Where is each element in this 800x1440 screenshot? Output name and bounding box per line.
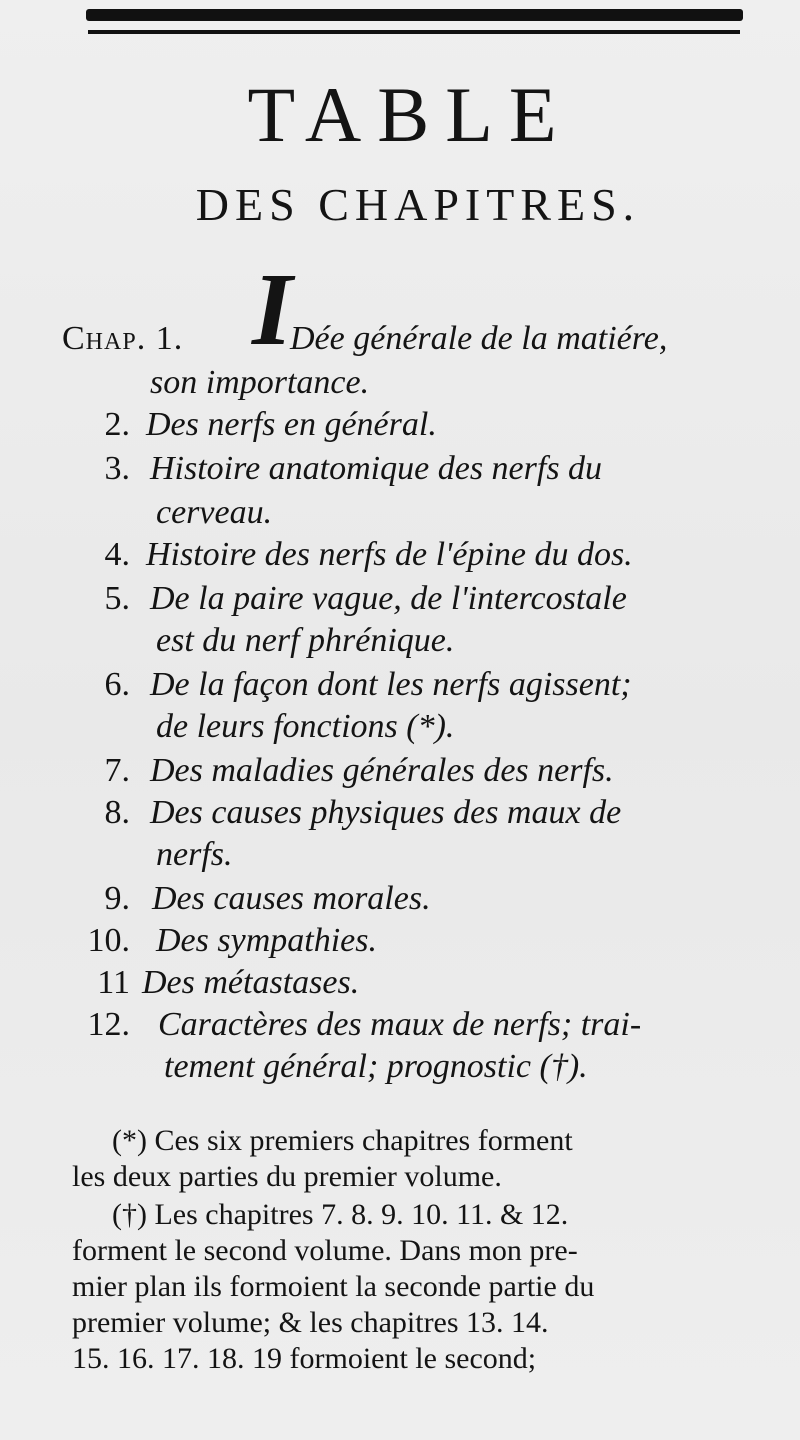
chapter-3-number: 3.	[104, 450, 130, 487]
chapter-6-title-line1: De la façon dont les nerfs agissent;	[150, 666, 632, 703]
chapter-5-title-line1: De la paire vague, de l'intercostale	[150, 580, 627, 617]
chapter-1-title-line1: Dée générale de la matiére,	[290, 320, 668, 357]
chapter-12-title-line2: tement général; prognostic (†).	[164, 1048, 588, 1085]
chapter-5-title-line2: est du nerf phrénique.	[156, 622, 455, 659]
chapter-4-number: 4.	[104, 536, 130, 573]
chapter-8-title-line2: nerfs.	[156, 836, 233, 873]
chapter-1-label: Chap. 1.	[62, 320, 184, 357]
chapter-10-number: 10.	[87, 922, 130, 959]
chapter-3-title-line1: Histoire anatomique des nerfs du	[150, 450, 603, 487]
chapter-1-title-line2: son importance.	[150, 364, 370, 401]
chapter-12-title-line1: Caractères des maux de nerfs; trai-	[158, 1006, 642, 1043]
chapter-10-title: Des sympathies.	[156, 922, 377, 959]
footnote-line: 15. 16. 17. 18. 19 formoient le second;	[72, 1342, 537, 1375]
chapter-11-title: Des métastases.	[142, 964, 360, 1001]
footnote-line: mier plan ils formoient la seconde partie du	[72, 1270, 595, 1303]
chapter-8-title-line1: Des causes physiques des maux de	[150, 794, 622, 831]
footnote-line: premier volume; & les chapitres 13. 14.	[72, 1306, 549, 1339]
chapter-7-number: 7.	[104, 752, 130, 789]
chapter-9-title: Des causes morales.	[152, 880, 431, 917]
chapter-12-number: 12.	[87, 1006, 130, 1043]
chapter-5-number: 5.	[104, 580, 130, 617]
header-rule-thin	[88, 30, 740, 34]
chapter-6-number: 6.	[104, 666, 130, 703]
chapter-6-title-line2: de leurs fonctions (*).	[156, 708, 455, 745]
page-subtitle: DES CHAPITRES.	[195, 179, 641, 230]
chapter-2-number: 2.	[104, 406, 130, 443]
chapter-8-number: 8.	[104, 794, 130, 831]
footnote-line: (*) Ces six premiers chapitres forment	[112, 1124, 573, 1157]
chapter-11-number: 11	[97, 964, 130, 1001]
footnote-line: forment le second volume. Dans mon pre-	[72, 1234, 578, 1267]
chapter-3-title-line2: cerveau.	[156, 494, 273, 531]
chapter-1-dropcap: I	[252, 252, 293, 367]
header-rule-thick	[86, 9, 743, 21]
footnote-line: les deux parties du premier volume.	[72, 1160, 502, 1193]
footnote-line: (†) Les chapitres 7. 8. 9. 10. 11. & 12.	[112, 1198, 569, 1231]
chapter-2-title: Des nerfs en général.	[146, 406, 437, 443]
page-title: TABLE	[247, 71, 573, 158]
chapter-7-title: Des maladies générales des nerfs.	[150, 752, 614, 789]
chapter-9-number: 9.	[104, 880, 130, 917]
chapter-4-title: Histoire des nerfs de l'épine du dos.	[146, 536, 633, 573]
